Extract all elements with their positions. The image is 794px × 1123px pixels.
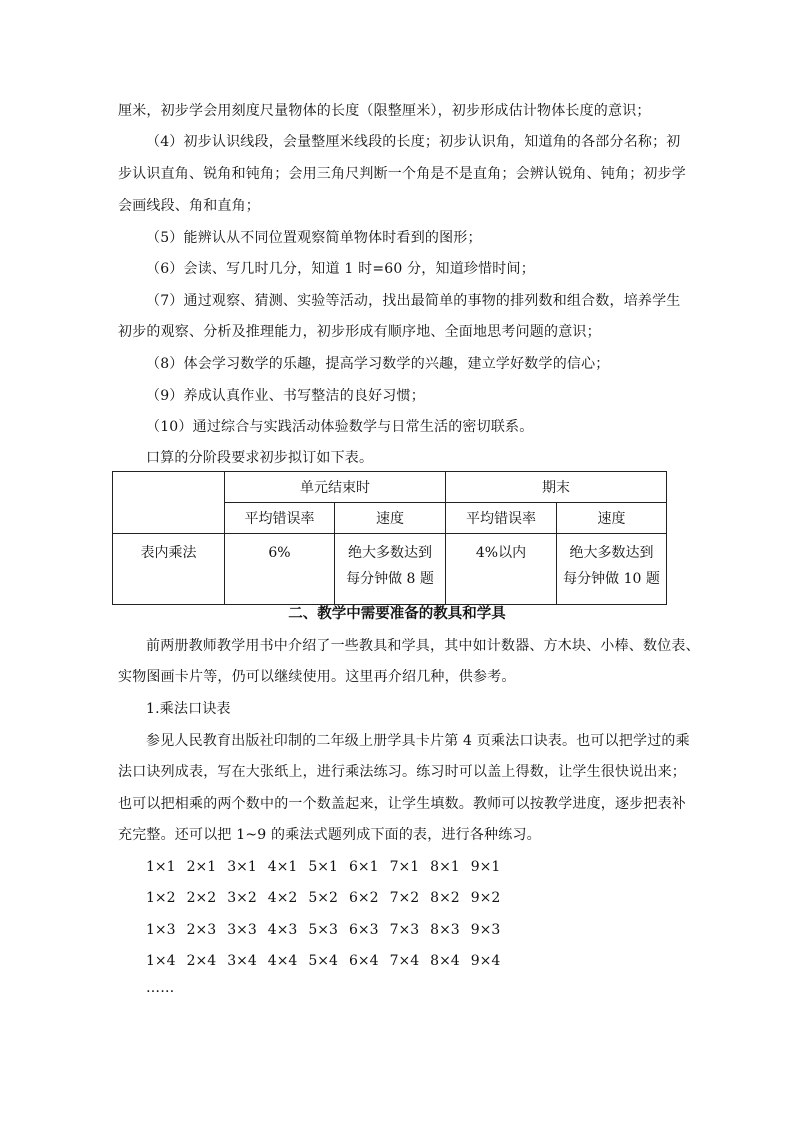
- table-cell-line: 每分钟做 8 题: [346, 571, 434, 587]
- subheading: 1.乘法口诀表: [146, 701, 231, 717]
- multiplication-item: 9×3: [470, 922, 501, 938]
- multiplication-item: 1×3: [146, 922, 176, 938]
- multiplication-item: 4×3: [267, 922, 298, 938]
- table-cell: [557, 534, 667, 605]
- table-column-header: 平均错误率: [446, 503, 557, 534]
- multiplication-item: 6×2: [348, 890, 379, 906]
- multiplication-row: [146, 857, 511, 877]
- multiplication-item: 1×2: [146, 890, 176, 906]
- multiplication-item: 2×1: [186, 859, 217, 875]
- multiplication-item: 6×3: [348, 922, 379, 938]
- text-line: 实物图画卡片等，仍可以继续使用。这里再介绍几种，供参考。: [118, 669, 516, 685]
- text-line: 口算的分阶段要求初步拟订如下表。: [146, 450, 374, 466]
- text-line: 前两册教师教学用书中介绍了一些教具和学具，其中如计数器、方木块、小棒、数位表、: [146, 638, 700, 654]
- multiplication-item: 1×1: [146, 859, 176, 875]
- multiplication-item: 2×4: [186, 953, 217, 969]
- text-line: 会画线段、角和直角；: [118, 198, 260, 214]
- multiplication-item: 5×4: [308, 953, 338, 969]
- text-line: （7）通过观察、猜测、实验等活动，找出最简单的事物的排列数和组合数，培养学生: [146, 293, 681, 309]
- text-line: 法口诀列成表，写在大张纸上，进行乘法练习。练习时可以盖上得数，让学生很快说出来；: [118, 764, 686, 780]
- multiplication-item: 8×3: [430, 922, 460, 938]
- table-group-header: 单元结束时: [225, 472, 446, 503]
- section-heading: 二、教学中需要准备的教具和学具: [288, 606, 506, 622]
- table-cell-line: 绝大多数达到: [569, 545, 654, 561]
- multiplication-item: 4×1: [267, 859, 298, 875]
- text-line: （6）会读、写几时几分，知道 1 时=60 分，知道珍惜时间；: [146, 261, 535, 277]
- table-cell: 4%以内: [446, 534, 557, 605]
- table-cell-line: 绝大多数达到: [348, 545, 432, 561]
- table-cell: [335, 534, 446, 605]
- multiplication-item: 3×4: [227, 953, 257, 969]
- text-line: 步认识直角、锐角和钝角；会用三角尺判断一个角是不是直角；会辨认锐角、钝角；初步学: [118, 166, 686, 182]
- multiplication-item: 8×2: [430, 890, 460, 906]
- table-column-header: 速度: [557, 503, 667, 534]
- multiplication-item: 7×3: [389, 922, 420, 938]
- multiplication-item: 5×2: [308, 890, 338, 906]
- text-line: （10）通过综合与实践活动体验数学与日常生活的密切联系。: [146, 419, 534, 435]
- oral-calculation-table: [112, 471, 667, 605]
- table-cell: 6%: [225, 534, 335, 605]
- multiplication-item: 9×4: [470, 953, 501, 969]
- multiplication-item: 6×4: [348, 953, 379, 969]
- text-line: （4）初步认识线段，会量整厘米线段的长度；初步认识角，知道角的各部分名称；初: [146, 134, 681, 150]
- multiplication-item: 1×4: [146, 953, 176, 969]
- multiplication-item: 9×2: [470, 890, 501, 906]
- text-line: 初步的观察、分析及推理能力，初步形成有顺序地、全面地思考问题的意识；: [118, 324, 601, 340]
- multiplication-item: 9×1: [470, 859, 501, 875]
- multiplication-item: 6×1: [348, 859, 379, 875]
- multiplication-row: [146, 888, 511, 908]
- multiplication-item: 8×4: [430, 953, 460, 969]
- multiplication-item: 7×2: [389, 890, 420, 906]
- table-column-header: 速度: [335, 503, 446, 534]
- multiplication-row: [146, 951, 511, 971]
- multiplication-item: 2×3: [186, 922, 217, 938]
- multiplication-item: 3×1: [227, 859, 257, 875]
- multiplication-item: 4×2: [267, 890, 298, 906]
- table-column-header: 平均错误率: [225, 503, 335, 534]
- text-line: （9）养成认真作业、书写整洁的良好习惯；: [146, 388, 425, 404]
- table-corner-cell: [113, 472, 225, 534]
- multiplication-item: 5×3: [308, 922, 338, 938]
- text-line: 也可以把相乘的两个数中的一个数盖起来，让学生填数。教师可以按教学进度，逐步把表补: [118, 796, 686, 812]
- text-line: 充完整。还可以把 1~9 的乘法式题列成下面的表，进行各种练习。: [118, 827, 541, 843]
- multiplication-item: 7×1: [389, 859, 420, 875]
- multiplication-row: [146, 920, 511, 940]
- text-line: 厘米，初步学会用刻度尺量物体的长度（限整厘米），初步形成估计物体长度的意识；: [118, 103, 651, 119]
- multiplication-item: 3×3: [227, 922, 257, 938]
- text-line: 参见人民教育出版社印制的二年级上册学具卡片第 4 页乘法口诀表。也可以把学过的乘: [146, 733, 690, 749]
- multiplication-item: 4×4: [267, 953, 298, 969]
- multiplication-item: 8×1: [430, 859, 460, 875]
- table-cell-line: 每分钟做 10 题: [563, 571, 660, 587]
- multiplication-item: 3×2: [227, 890, 257, 906]
- text-line: （8）体会学习数学的乐趣，提高学习数学的兴趣，建立学好数学的信心；: [146, 356, 610, 372]
- multiplication-item: 5×1: [308, 859, 338, 875]
- table-group-header: 期末: [446, 472, 667, 503]
- multiplication-item: 7×4: [389, 953, 420, 969]
- table-row-label: 表内乘法: [113, 534, 225, 605]
- text-line: （5）能辨认从不同位置观察简单物体时看到的图形；: [146, 230, 482, 246]
- ellipsis-text: ……: [146, 980, 175, 996]
- multiplication-item: 2×2: [186, 890, 217, 906]
